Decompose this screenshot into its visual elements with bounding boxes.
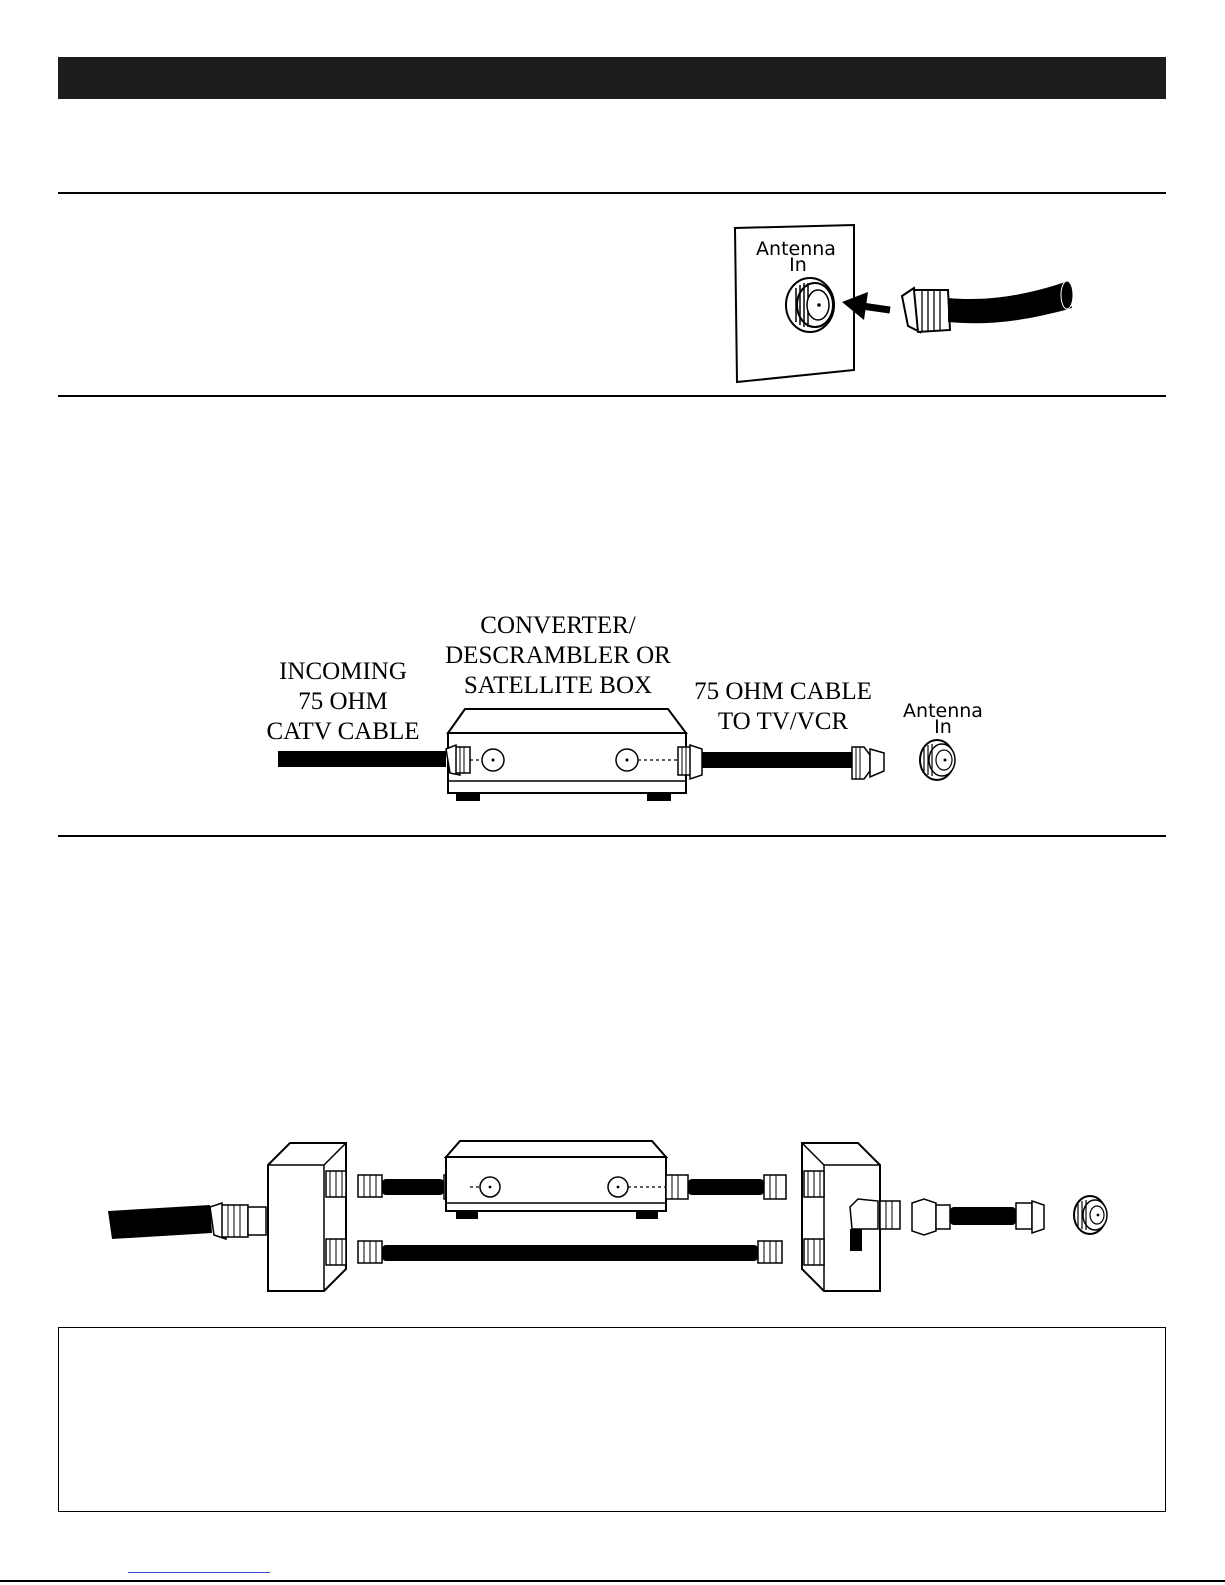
converter-connection-figure bbox=[260, 605, 1000, 815]
incoming-cable-label-2: 75 OHM bbox=[298, 688, 388, 715]
footer-rule bbox=[0, 1580, 1225, 1582]
coax-connector-icon bbox=[210, 1203, 266, 1239]
antenna-in-label-2: In bbox=[789, 254, 807, 276]
coax-cable-icon bbox=[902, 281, 1073, 332]
section-divider-3 bbox=[58, 835, 1166, 837]
coax-cable-icon bbox=[358, 1241, 782, 1263]
antenna-connection-figure bbox=[730, 222, 1090, 387]
converter-box-label: CONVERTER/ bbox=[480, 612, 636, 639]
footer-link[interactable] bbox=[128, 1572, 270, 1573]
switch-toggle-icon bbox=[850, 1199, 878, 1229]
output-cable-icon bbox=[702, 747, 884, 779]
incoming-cable-label-3: CATV CABLE bbox=[266, 718, 420, 745]
incoming-cable-icon bbox=[108, 1205, 212, 1239]
coax-cable-icon bbox=[666, 1175, 786, 1199]
ab-switch-icon bbox=[802, 1143, 880, 1291]
converter-box-icon bbox=[446, 709, 702, 801]
antenna-jack-icon bbox=[786, 278, 834, 332]
antenna-jack-icon bbox=[1074, 1196, 1107, 1234]
splitter-switch-figure bbox=[100, 1135, 1130, 1305]
note-box bbox=[58, 1327, 1166, 1512]
incoming-cable-icon bbox=[278, 751, 446, 767]
antenna-in-label: Antenna bbox=[756, 238, 836, 260]
converter-box-label-2: DESCRAMBLER OR bbox=[445, 642, 671, 669]
antenna-jack-icon bbox=[920, 740, 955, 780]
section-header-bar bbox=[58, 57, 1166, 99]
antenna-in-label-2: In bbox=[934, 716, 952, 738]
output-cable-label: 75 OHM CABLE bbox=[694, 678, 872, 705]
section-divider-2 bbox=[58, 395, 1166, 397]
antenna-in-label: Antenna bbox=[903, 700, 983, 722]
splitter-icon bbox=[268, 1143, 346, 1291]
incoming-cable-label: INCOMING bbox=[279, 658, 407, 685]
output-cable-label-2: TO TV/VCR bbox=[717, 708, 849, 735]
converter-box-icon bbox=[446, 1141, 670, 1219]
coax-cable-icon bbox=[880, 1199, 1044, 1235]
section-divider-1 bbox=[58, 192, 1166, 194]
converter-box-label-3: SATELLITE BOX bbox=[463, 672, 653, 699]
